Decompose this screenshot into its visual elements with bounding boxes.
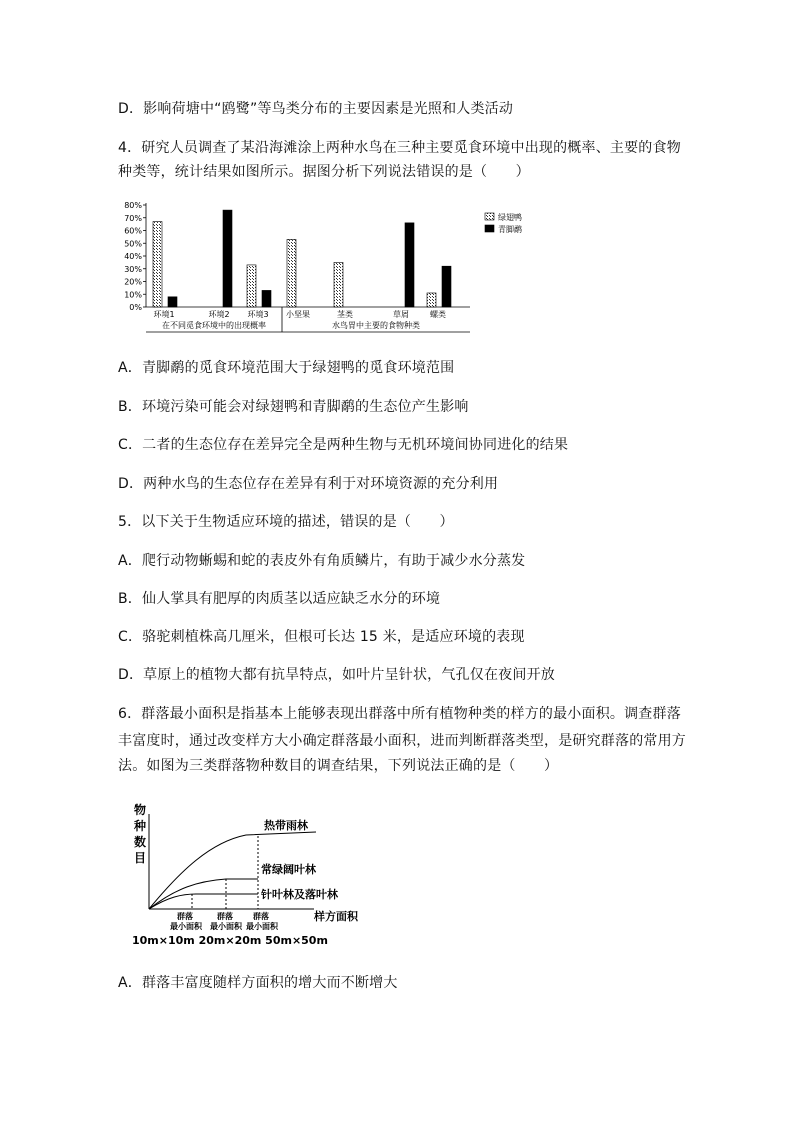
legend-swatch — [485, 225, 494, 232]
line-8: 5．以下关于生物适应环境的描述，错误的是（ ） — [118, 514, 454, 530]
min-area-label-1: 群落 — [177, 912, 193, 921]
bar-lvchiya — [287, 239, 296, 307]
line-5: B．环境污染可能会对绿翅鸭和青脚鹬的生态位产生影响 — [118, 399, 469, 415]
bar-lvchiya — [247, 265, 256, 307]
min-area-label-3b: 最小面积 — [246, 922, 278, 931]
x-tick-label: 茎类 — [337, 310, 353, 319]
line-10: B．仙人掌具有肥厚的肉质茎以适应缺乏水分的环境 — [118, 591, 441, 607]
series-label-evergreen: 常绿阔叶林 — [261, 863, 316, 876]
x-tick-label: 螺类 — [430, 310, 446, 319]
bar-qingjiaoyu — [168, 297, 177, 307]
min-area-label-3: 群落 — [253, 912, 269, 921]
x-tick-label: 小坚果 — [286, 310, 310, 319]
y-tick-label: 70% — [124, 213, 142, 223]
y-axis-label-4: 目 — [134, 851, 147, 865]
species-area-figure — [126, 798, 386, 950]
bar-lvchiya — [427, 293, 436, 307]
group-label-2: 水鸟胃中主要的食物种类 — [332, 321, 420, 330]
y-tick-label: 50% — [124, 239, 142, 249]
legend-swatch — [485, 213, 494, 220]
line-15: 法。如图为三类群落物种数目的调查结果，下列说法正确的是（ ） — [118, 758, 559, 774]
min-area-label-1b: 最小面积 — [170, 922, 202, 931]
min-area-label-2b: 最小面积 — [210, 922, 242, 931]
x-tick-label: 草屑 — [393, 310, 409, 319]
bar-qingjiaoyu — [442, 266, 451, 307]
x-tick-label: 环境2 — [208, 310, 230, 319]
line-6: C．二者的生态位存在差异完全是两种生物与无机环境间协同进化的结果 — [118, 437, 569, 453]
bar-qingjiaoyu — [223, 210, 232, 307]
group-label-1: 在不同觅食环境中的出现概率 — [162, 321, 266, 330]
legend-label: 青脚鹬 — [498, 225, 522, 234]
bar-lvchiya — [334, 262, 343, 307]
area-sizes: 10m×10m 20m×20m 50m×50m — [132, 934, 328, 947]
series-label-conifer: 针叶林及落叶林 — [261, 888, 338, 901]
y-tick-label: 80% — [124, 201, 142, 210]
series-label-tropical: 热带雨林 — [264, 819, 308, 832]
line-14: 丰富度时，通过改变样方大小确定群落最小面积，进而判断群落类型，是研究群落的常用方 — [118, 733, 686, 749]
y-axis-label-3: 数 — [134, 835, 147, 849]
bar-qingjiaoyu — [262, 290, 271, 307]
line-11: C．骆驼刺植株高几厘米，但根可长达 15 米，是适应环境的表现 — [118, 629, 525, 645]
species-area-chart — [126, 798, 386, 950]
curve-conifer-deciduous — [149, 894, 258, 909]
bar-chart-figure — [118, 198, 538, 338]
y-tick-label: 30% — [124, 264, 142, 274]
line-2: 4．研究人员调查了某沿海滩涂上两种水鸟在三种主要觅食环境中出现的概率、主要的食物 — [118, 140, 681, 156]
y-tick-label: 40% — [124, 252, 142, 261]
line-3: 种类等，统计结果如图所示。据图分析下列说法错误的是（ ） — [118, 164, 530, 180]
bar-qingjiaoyu — [405, 223, 414, 307]
y-tick-label: 20% — [124, 277, 142, 287]
line-9: A．爬行动物蜥蜴和蛇的表皮外有角质鳞片，有助于减少水分蒸发 — [118, 553, 526, 569]
legend-label: 绿翅鸭 — [498, 213, 522, 222]
x-tick-label: 环境3 — [247, 310, 269, 319]
line-13: 6．群落最小面积是指基本上能够表现出群落中所有植物种类的样方的最小面积。调查群落 — [118, 706, 681, 722]
y-tick-label: 60% — [124, 226, 142, 236]
line-7: D．两种水鸟的生态位存在差异有利于对环境资源的充分利用 — [118, 476, 499, 492]
line-16: A．群落丰富度随样方面积的增大而不断增大 — [118, 975, 398, 991]
y-axis-label-2: 种 — [134, 819, 147, 833]
bar-chart — [118, 198, 538, 338]
line-12: D．草原上的植物大都有抗旱特点，如叶片呈针状，气孔仅在夜间开放 — [118, 667, 555, 683]
min-area-label-2: 群落 — [217, 912, 233, 921]
line-1: D．影响荷塘中“鸥鹭”等鸟类分布的主要因素是光照和人类活动 — [118, 101, 514, 117]
bar-lvchiya — [153, 222, 162, 307]
y-tick-label: 10% — [124, 290, 142, 300]
line-4: A．青脚鹬的觅食环境范围大于绿翅鸭的觅食环境范围 — [118, 360, 455, 376]
y-tick-label: 0% — [129, 303, 142, 312]
x-axis-label: 样方面积 — [314, 910, 358, 923]
x-tick-label: 环境1 — [153, 310, 175, 319]
y-axis-label-1: 物 — [134, 803, 147, 817]
